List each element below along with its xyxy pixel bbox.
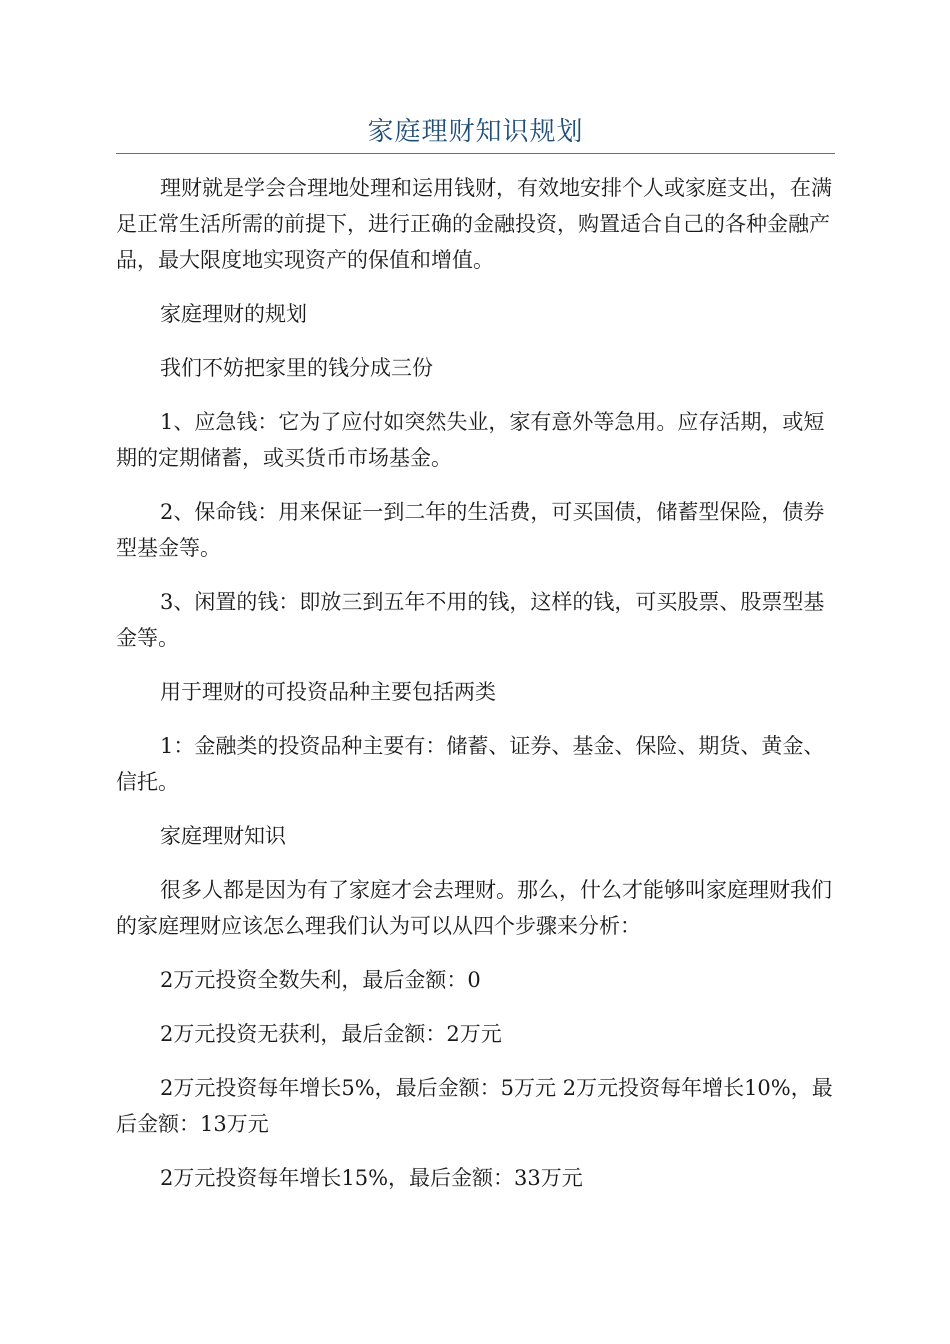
paragraph-four-steps: 很多人都是因为有了家庭才会去理财。那么，什么才能够叫家庭理财我们的家庭理财应该怎么理我们认为可以从四个步骤来分析：	[116, 878, 832, 938]
paragraph-life-money: 2、保命钱：用来保证一到二年的生活费，可买国债，储蓄型保险，债券型基金等。	[116, 500, 825, 560]
paragraph-financial-types: 1：金融类的投资品种主要有：储蓄、证券、基金、保险、期货、黄金、信托。	[116, 734, 825, 794]
paragraph-growth-15-case: 2万元投资每年增长15%，最后金额：33万元	[160, 1166, 583, 1190]
document-title: 家庭理财知识规划	[367, 117, 584, 147]
paragraph-growth-5-10-case: 2万元投资每年增长5%，最后金额：5万元 2万元投资每年增长10%，最后金额：13万元	[116, 1076, 833, 1136]
paragraph-loss-case: 2万元投资全数失利，最后金额：0	[160, 968, 481, 992]
title-underline	[116, 153, 835, 154]
paragraph-emergency-money: 1、应急钱：它为了应付如突然失业，家有意外等急用。应存活期，或短期的定期储蓄，或买货币市场基金。	[116, 410, 825, 470]
document-body	[116, 170, 835, 1214]
paragraph-heading-planning: 家庭理财的规划	[160, 302, 307, 326]
paragraph-no-gain-case: 2万元投资无获利，最后金额：2万元	[160, 1022, 502, 1046]
paragraph-investment-types: 用于理财的可投资品种主要包括两类	[160, 680, 496, 704]
paragraph-three-parts: 我们不妨把家里的钱分成三份	[160, 356, 433, 380]
paragraph-intro: 理财就是学会合理地处理和运用钱财，有效地安排个人或家庭支出，在满足正常生活所需的前提下，进行正确的金融投资，购置适合自己的各种金融产品，最大限度地实现资产的保值和增值。	[116, 176, 832, 272]
paragraph-heading-knowledge: 家庭理财知识	[160, 824, 286, 848]
paragraph-idle-money: 3、闲置的钱：即放三到五年不用的钱，这样的钱，可买股票、股票型基金等。	[116, 590, 825, 650]
